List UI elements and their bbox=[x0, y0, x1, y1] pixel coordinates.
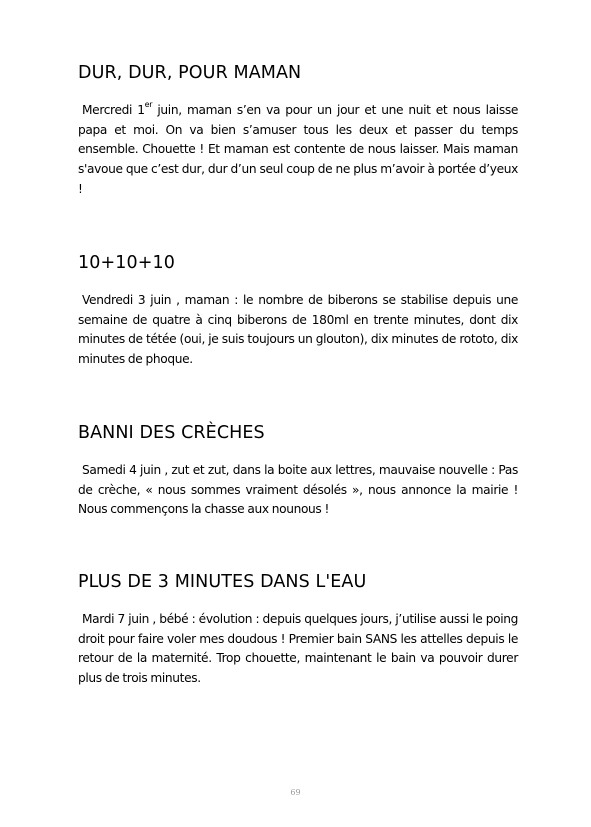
paragraph-text-start: Mercredi 1 bbox=[82, 103, 145, 117]
section-dur-dur-pour-maman bbox=[78, 62, 518, 200]
section-paragraph bbox=[78, 101, 518, 200]
page-number: 69 bbox=[290, 788, 301, 797]
section-plus-de-3-minutes bbox=[78, 571, 518, 689]
section-paragraph: Samedi 4 juin , zut et zut, dans la boite aux lettres, mauvaise nouvelle : Pas de crèche, « nous sommes vraiment désolés », nous annonce la mairie ! Nous commençons la chasse aux nounous ! bbox=[78, 463, 518, 517]
section-paragraph: Mardi 7 juin , bébé : évolution : depuis quelques jours, j’utilise aussi le poing droit pour faire voler mes doudous ! Premier bain SANS les attelles depuis le retour de la maternité. Trop chouette, maintenant le bain va pouvoir durer plus de trois minutes. bbox=[78, 612, 518, 686]
section-banni-des-creches bbox=[78, 422, 518, 520]
section-paragraph: Vendredi 3 juin , maman : le nombre de biberons se stabilise depuis une semaine de quatre à cinq biberons de 180ml en trente minutes, dont dix minutes de tétée (oui, je suis toujours un glouton), dix minutes de rototo, dix minutes de phoque. bbox=[78, 293, 518, 367]
section-heading: BANNI DES CRÈCHES bbox=[78, 423, 265, 443]
section-heading: DUR, DUR, POUR MAMAN bbox=[78, 63, 302, 83]
section-10-10-10 bbox=[78, 252, 518, 370]
section-heading: 10+10+10 bbox=[78, 253, 175, 273]
section-heading: PLUS DE 3 MINUTES DANS L'EAU bbox=[78, 572, 367, 592]
paragraph-text-rest: juin, maman s’en va pour un jour et une nuit et nous laisse papa et moi. On va bien s’amuser tous les deux et passer du temps ensemble. Chouette ! Et maman est contente de nous laisser. Mais maman s'avoue que c’est dur, dur d’un seul coup de ne plus m’avoir à portée d’yeux ! bbox=[78, 103, 518, 196]
ordinal-superscript: er bbox=[144, 100, 153, 109]
